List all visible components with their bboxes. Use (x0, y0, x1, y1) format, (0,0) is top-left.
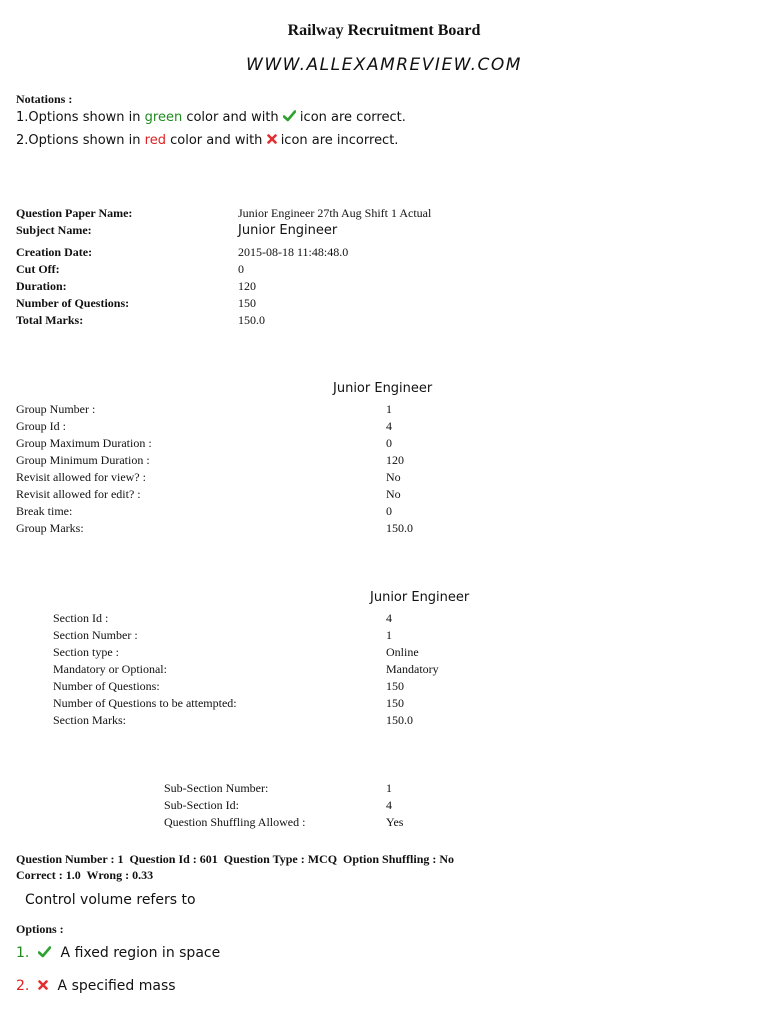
check-icon (283, 110, 296, 125)
option-correct (16, 942, 220, 961)
subsection-label: Question Shuffling Allowed : (164, 815, 306, 829)
paper-value: Junior Engineer 27th Aug Shift 1 Actual (238, 206, 432, 220)
notation-green-word: green (144, 110, 183, 125)
paper-label: Total Marks: (16, 313, 84, 327)
group-value: No (386, 487, 401, 501)
option-text: A specified mass (57, 978, 176, 994)
group-value: 120 (386, 453, 404, 467)
subsection-value: 4 (386, 798, 392, 812)
section-label: Section type : (53, 645, 119, 659)
paper-label: Subject Name: (16, 223, 92, 237)
section-label: Number of Questions: (53, 679, 160, 693)
section-value: 150.0 (386, 713, 413, 727)
group-label: Break time: (16, 504, 73, 518)
group-value: 0 (386, 436, 392, 450)
section-value: 4 (386, 611, 392, 625)
section-value: 150 (386, 679, 404, 693)
subsection-label: Sub-Section Number: (164, 781, 269, 795)
section-value: 150 (386, 696, 404, 710)
notation-text: color and with (165, 133, 267, 148)
subsection-value: Yes (386, 815, 404, 829)
option-number: 1. (16, 945, 30, 961)
paper-label: Duration: (16, 279, 67, 293)
notation-red-word: red (144, 133, 166, 148)
option-number: 2. (16, 978, 30, 994)
group-heading: Junior Engineer (333, 381, 433, 396)
section-value: 1 (386, 628, 392, 642)
website-watermark: WWW.ALLEXAMREVIEW.COM (246, 55, 522, 75)
section-label: Section Id : (53, 611, 109, 625)
group-label: Revisit allowed for edit? : (16, 487, 141, 501)
subsection-label: Sub-Section Id: (164, 798, 239, 812)
group-label: Group Minimum Duration : (16, 453, 150, 467)
cross-icon (267, 133, 277, 148)
paper-value: 150.0 (238, 313, 265, 327)
paper-value: 120 (238, 279, 256, 293)
group-label: Group Id : (16, 419, 66, 433)
group-label: Group Maximum Duration : (16, 436, 152, 450)
check-icon (34, 942, 55, 961)
subsection-value: 1 (386, 781, 392, 795)
group-value: 4 (386, 419, 392, 433)
notation-text: icon are incorrect. (276, 133, 399, 148)
notation-text: 1.Options shown in (16, 110, 145, 125)
group-label: Revisit allowed for view? : (16, 470, 146, 484)
options-heading: Options : (16, 922, 64, 936)
notation-line-correct (16, 110, 406, 125)
paper-value: 2015-08-18 11:48:48.0 (238, 245, 349, 259)
notation-text: icon are correct. (295, 110, 406, 125)
option-text: A fixed region in space (60, 945, 221, 961)
group-value: 150.0 (386, 521, 413, 535)
option-incorrect (16, 975, 176, 994)
section-label: Number of Questions to be attempted: (53, 696, 237, 710)
group-label: Group Number : (16, 402, 96, 416)
paper-value: 150 (238, 296, 256, 310)
paper-label: Number of Questions: (16, 296, 130, 310)
section-value: Mandatory (386, 662, 439, 676)
section-label: Section Number : (53, 628, 138, 642)
paper-label: Cut Off: (16, 262, 60, 276)
question-meta: Question Number : 1 Question Id : 601 Question Type : MCQ Option Shuffling : No (16, 852, 455, 866)
paper-label: Creation Date: (16, 245, 93, 259)
group-value: No (386, 470, 401, 484)
question-text: Control volume refers to (25, 892, 196, 908)
cross-icon (34, 975, 52, 994)
notations-heading: Notations : (16, 92, 73, 106)
group-value: 1 (386, 402, 392, 416)
notation-text: 2.Options shown in (16, 133, 145, 148)
section-label: Mandatory or Optional: (53, 662, 167, 676)
question-marks: Correct : 1.0 Wrong : 0.33 (16, 868, 154, 882)
paper-label: Question Paper Name: (16, 206, 133, 220)
paper-value: Junior Engineer (238, 223, 338, 238)
section-label: Section Marks: (53, 713, 126, 727)
section-heading: Junior Engineer (370, 590, 470, 605)
section-value: Online (386, 645, 419, 659)
paper-value: 0 (238, 262, 244, 276)
notation-text: color and with (182, 110, 283, 125)
group-label: Group Marks: (16, 521, 84, 535)
group-value: 0 (386, 504, 392, 518)
page-title: Railway Recruitment Board (287, 22, 481, 39)
notation-line-incorrect (16, 133, 398, 148)
